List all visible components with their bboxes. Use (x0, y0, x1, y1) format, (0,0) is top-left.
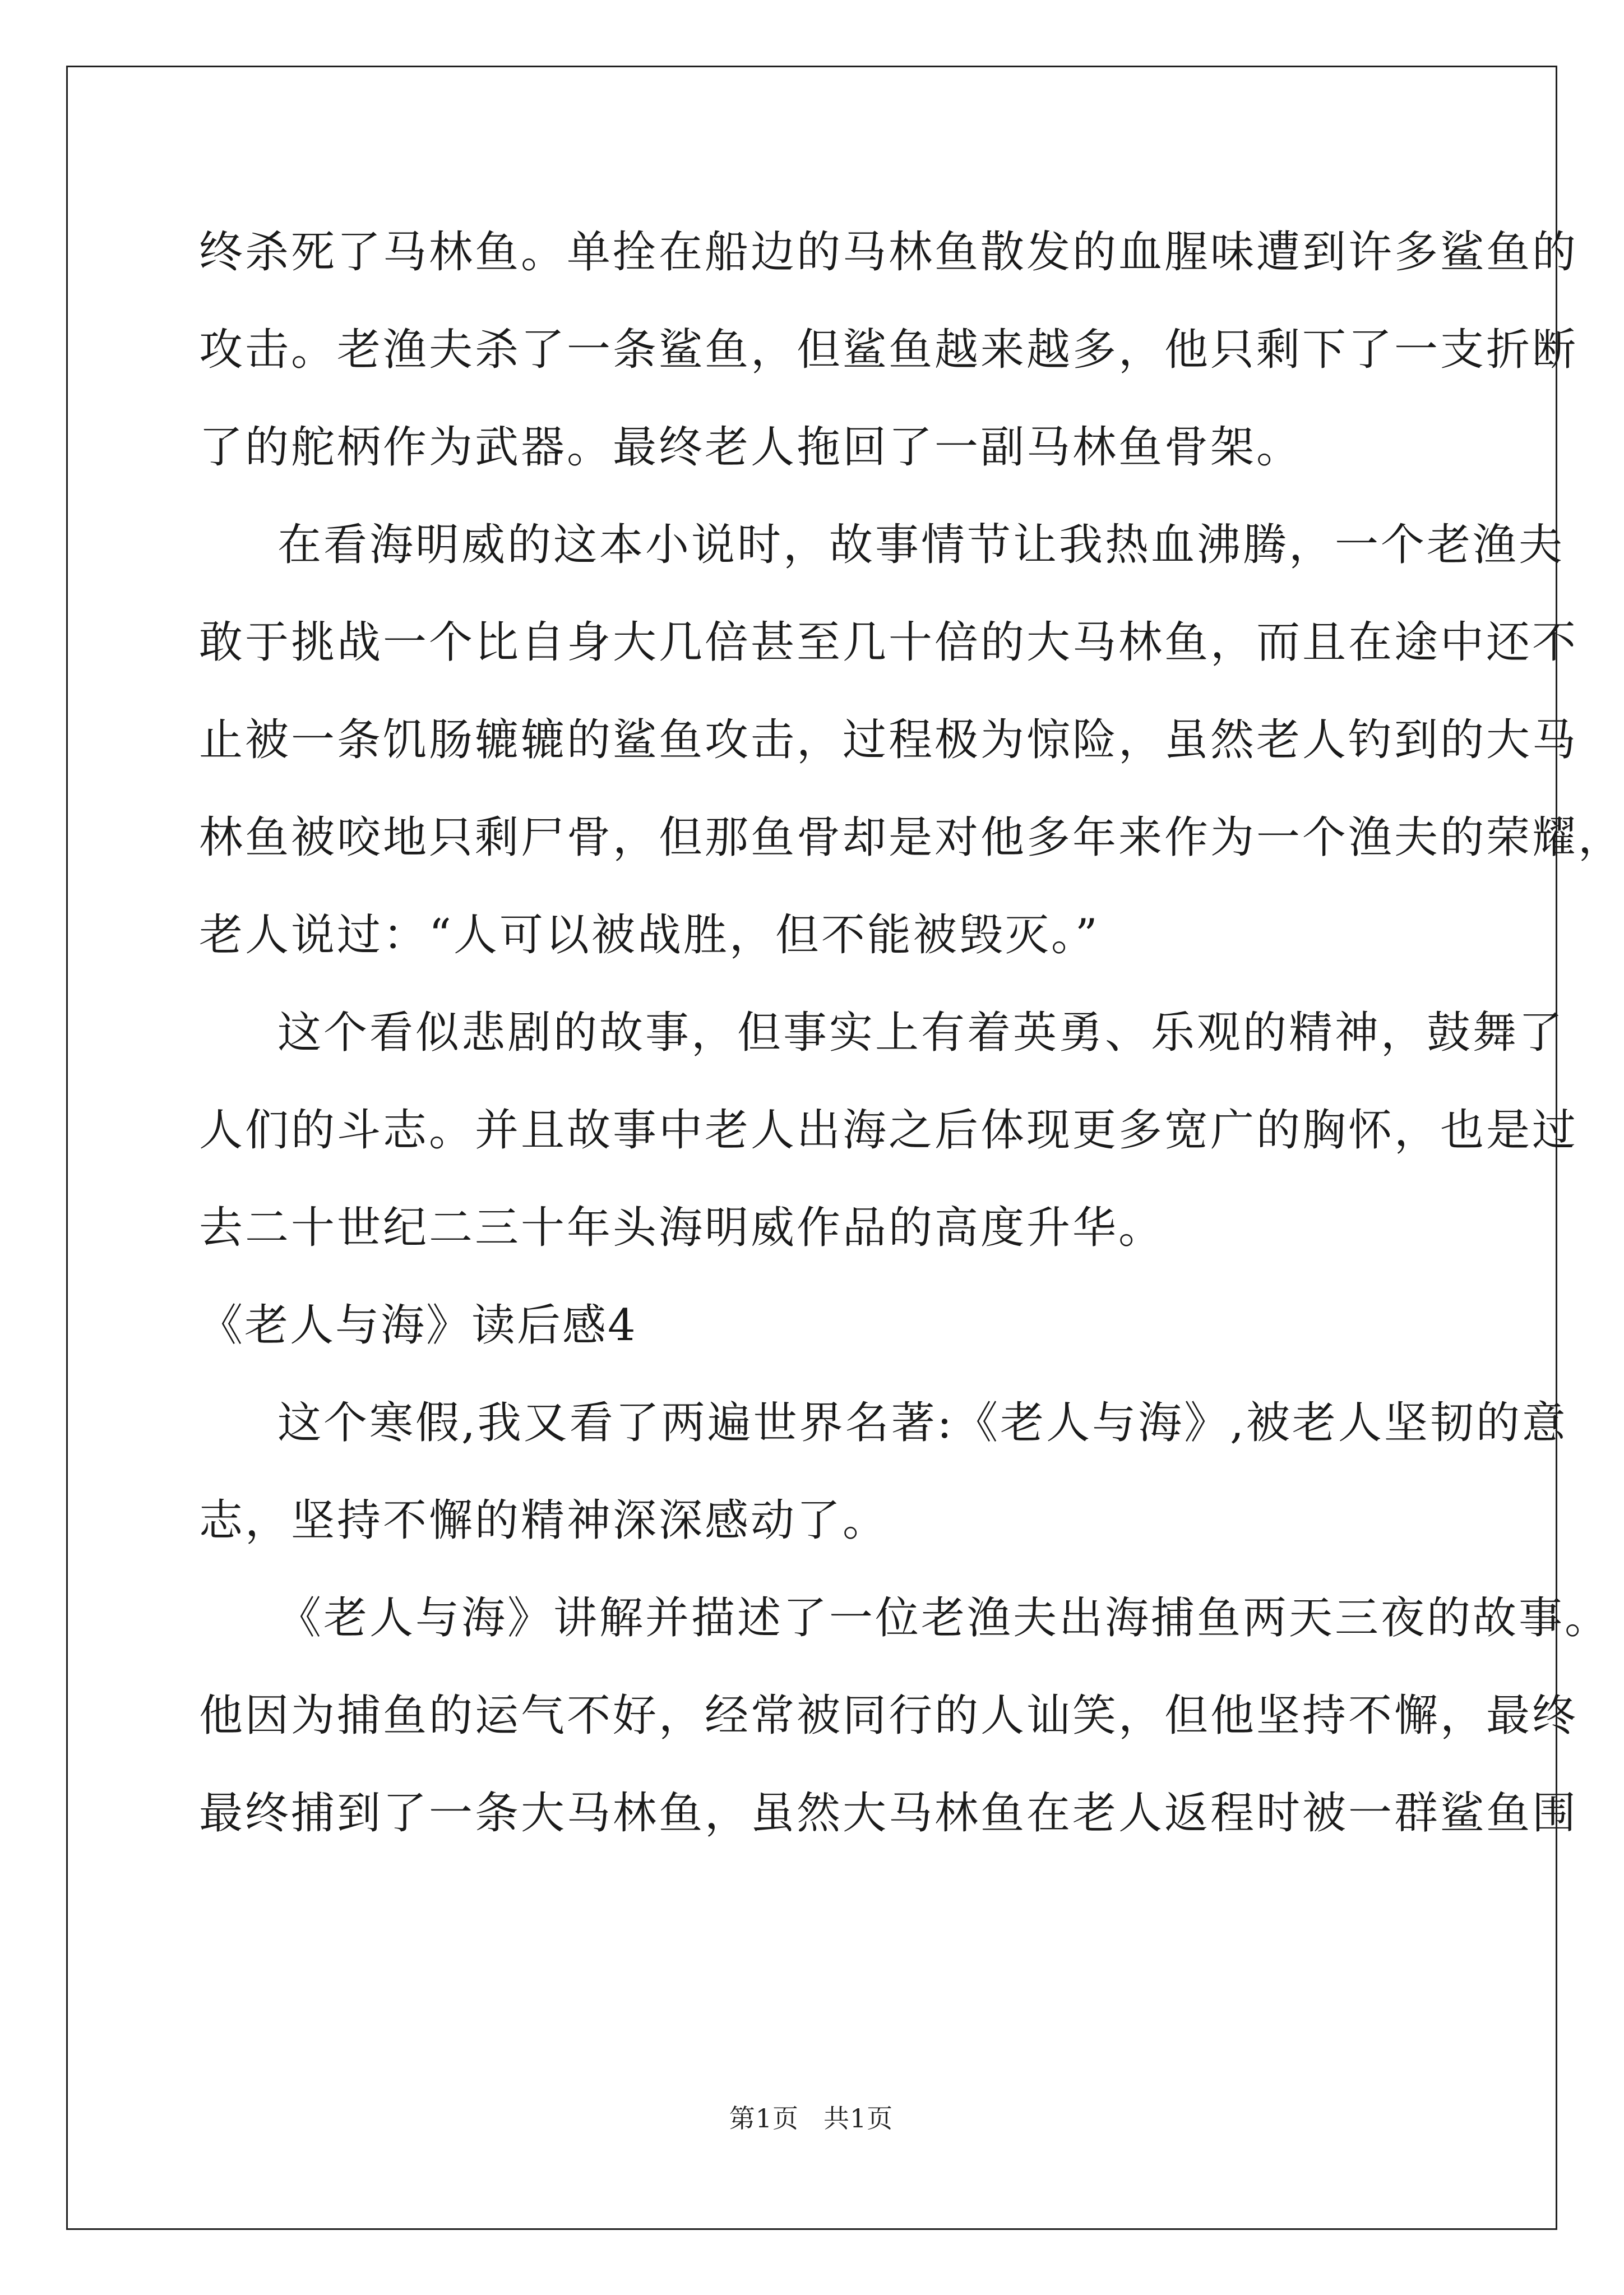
page-total: 共1页 (823, 2103, 894, 2134)
body-line: 最终捕到了一条大马林鱼，虽然大马林鱼在老人返程时被一群鲨鱼围 (199, 1788, 1579, 1839)
body-line: 人们的斗志。并且故事中老人出海之后体现更多宽广的胸怀，也是过 (199, 1105, 1579, 1156)
paragraph-start-line: 这个寒假,我又看了两遍世界名著:《老人与海》,被老人坚韧的意 (277, 1398, 1568, 1448)
paragraph-start-line: 这个看似悲剧的故事，但事实上有着英勇、乐观的精神，鼓舞了 (277, 1008, 1565, 1058)
body-line: 老人说过：“人可以被战胜，但不能被毁灭。” (199, 910, 1100, 961)
body-line: 林鱼被咬地只剩尸骨，但那鱼骨却是对他多年来作为一个渔夫的荣耀， (199, 812, 1624, 863)
section-heading: 《老人与海》读后感4 (199, 1300, 637, 1351)
document-body (199, 204, 1624, 1862)
body-line: 攻击。老渔夫杀了一条鲨鱼，但鲨鱼越来越多，他只剩下了一支折断 (199, 325, 1579, 375)
body-line: 志，坚持不懈的精神深深感动了。 (199, 1495, 889, 1546)
page-number: 第1页 (729, 2103, 799, 2134)
body-line: 他因为捕鱼的运气不好，经常被同行的人讪笑，但他坚持不懈，最终 (199, 1691, 1579, 1741)
body-line: 去二十世纪二三十年头海明威作品的高度升华。 (199, 1203, 1165, 1253)
body-line: 终杀死了马林鱼。单拴在船边的马林鱼散发的血腥味遭到许多鲨鱼的 (199, 227, 1579, 278)
body-line: 止被一条饥肠辘辘的鲨鱼攻击，过程极为惊险，虽然老人钓到的大马 (199, 715, 1579, 765)
page-footer (0, 2098, 1622, 2135)
paragraph-start-line: 《老人与海》讲解并描述了一位老渔夫出海捕鱼两天三夜的故事。 (277, 1593, 1611, 1643)
paragraph-start-line: 在看海明威的这本小说时，故事情节让我热血沸腾，一个老渔夫 (277, 520, 1565, 570)
body-line: 了的舵柄作为武器。最终老人拖回了一副马林鱼骨架。 (199, 422, 1303, 473)
body-line: 敢于挑战一个比自身大几倍甚至几十倍的大马林鱼，而且在途中还不 (199, 617, 1579, 668)
